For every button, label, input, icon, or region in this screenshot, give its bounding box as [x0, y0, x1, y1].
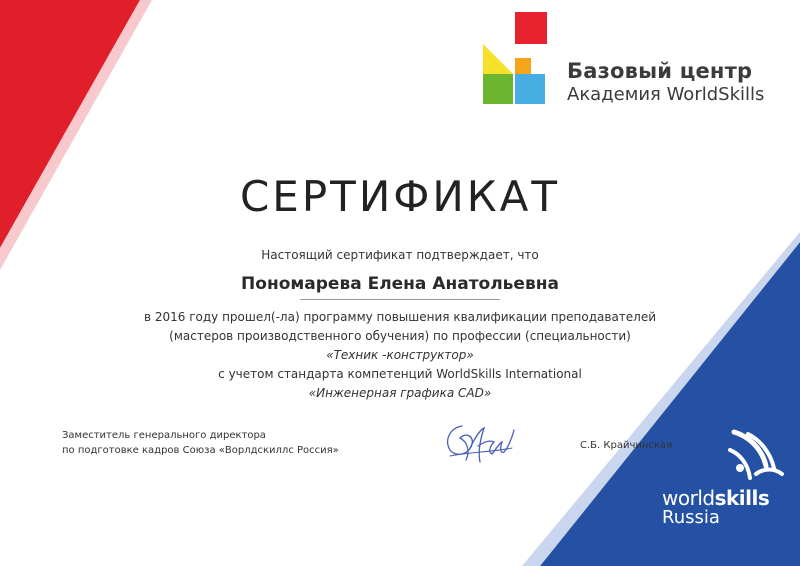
signer-position [62, 428, 339, 458]
handwritten-signature [440, 418, 520, 468]
logo-blue-block [515, 74, 545, 104]
logo-line-2: Академия WorldSkills [567, 84, 765, 105]
name-underline [300, 299, 500, 300]
logo-line-1: Базовый центр [567, 59, 753, 83]
worldskills-country: Russia [662, 507, 720, 528]
logo-yellow-triangle [483, 44, 513, 74]
logo-red-square [515, 12, 547, 44]
wordmark-light: world [662, 486, 715, 510]
academy-logo-icon [483, 12, 549, 106]
logo-green-block [483, 74, 513, 104]
body-line: с учетом стандарта компетенций WorldSkills International [218, 367, 582, 381]
recipient-name: Пономарева Елена Анатольевна [241, 274, 559, 294]
body-line: (мастеров производственного обучения) по профессии (специальности) [169, 329, 631, 343]
wordmark-bold: skills [714, 486, 770, 510]
certificate-body [0, 308, 800, 403]
profession-name: «Техник -конструктор» [326, 348, 474, 362]
certificate-title: СЕРТИФИКАТ [239, 172, 561, 221]
worldskills-wordmark [662, 488, 769, 508]
academy-logo-text [567, 58, 764, 106]
worldskills-logo-icon [726, 428, 786, 486]
signer-position-line-2: по подготовке кадров Союза «Ворлдскиллс Россия» [62, 445, 339, 456]
logo-orange-square [515, 58, 531, 74]
certificate-intro: Настоящий сертификат подтверждает, что [261, 248, 539, 262]
signer-name: С.Б. Крайчинская [580, 440, 673, 451]
competency-name: «Инженерная графика CAD» [308, 386, 492, 400]
signer-position-line-1: Заместитель генерального директора [62, 430, 266, 441]
body-line: в 2016 году прошел(-ла) программу повышения квалификации преподавателей [143, 310, 657, 324]
